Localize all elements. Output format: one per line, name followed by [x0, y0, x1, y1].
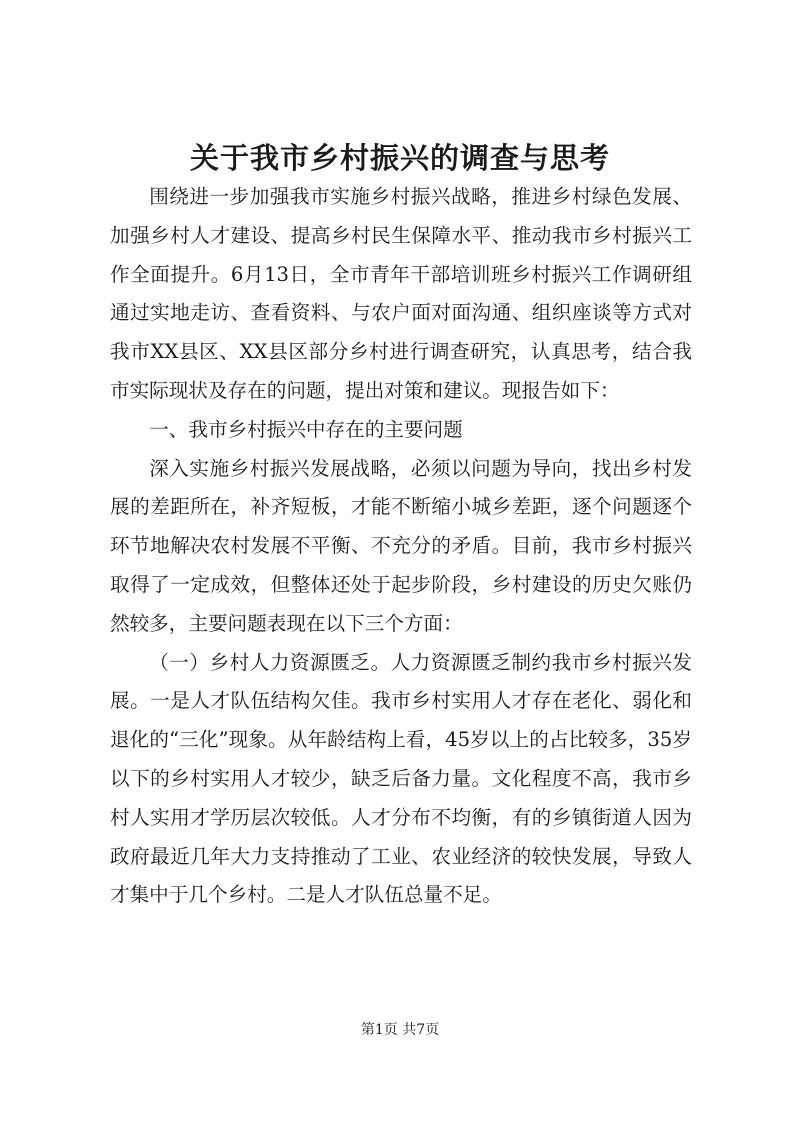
intro-paragraph: 围绕进一步加强我市实施乡村振兴战略，推进乡村绿色发展、加强乡村人才建设、提高乡村民生保障水平、推动我市乡村振兴工作全面提升。6月13日，全市青年干部培训班乡村振兴工作调研组通过实地走访、查看资料、与农户面对面沟通、组织座谈等方式对我市XX县区、XX县区部分乡村进行调查研究，认真思考，结合我市实际现状及存在的问题，提出对策和建议。现报告如下：: [110, 185, 692, 402]
body-paragraph: （一）乡村人力资源匮乏。人力资源匮乏制约我市乡村振兴发展。一是人才队伍结构欠佳。我市乡村实用人才存在老化、弱化和退化的“三化”现象。从年龄结构上看，45岁以上的占比较多，35岁以下的乡村实用人才较少，缺乏后备力量。文化程度不高，我市乡村人实用才学历层次较低。人才分布不均衡，有的乡镇街道人因为政府最近几年大力支持推动了工业、农业经济的较快发展，导致人才集中于几个乡村。二是人才队伍总量不足。: [110, 650, 692, 907]
document-body: [110, 178, 692, 915]
document-title: 关于我市乡村振兴的调查与思考: [189, 141, 610, 175]
page-footer: 第1页 共7页: [360, 1022, 440, 1038]
body-paragraph: 深入实施乡村振兴发展战略，必须以问题为导向，找出乡村发展的差距所在，补齐短板，才能不断缩小城乡差距，逐个问题逐个环节地解决农村发展不平衡、不充分的矛盾。目前，我市乡村振兴取得了一定成效，但整体还处于起步阶段，乡村建设的历史欠账仍然较多，主要问题表现在以下三个方面：: [110, 456, 692, 635]
section-heading: 一、我市乡村振兴中存在的主要问题: [149, 417, 463, 441]
